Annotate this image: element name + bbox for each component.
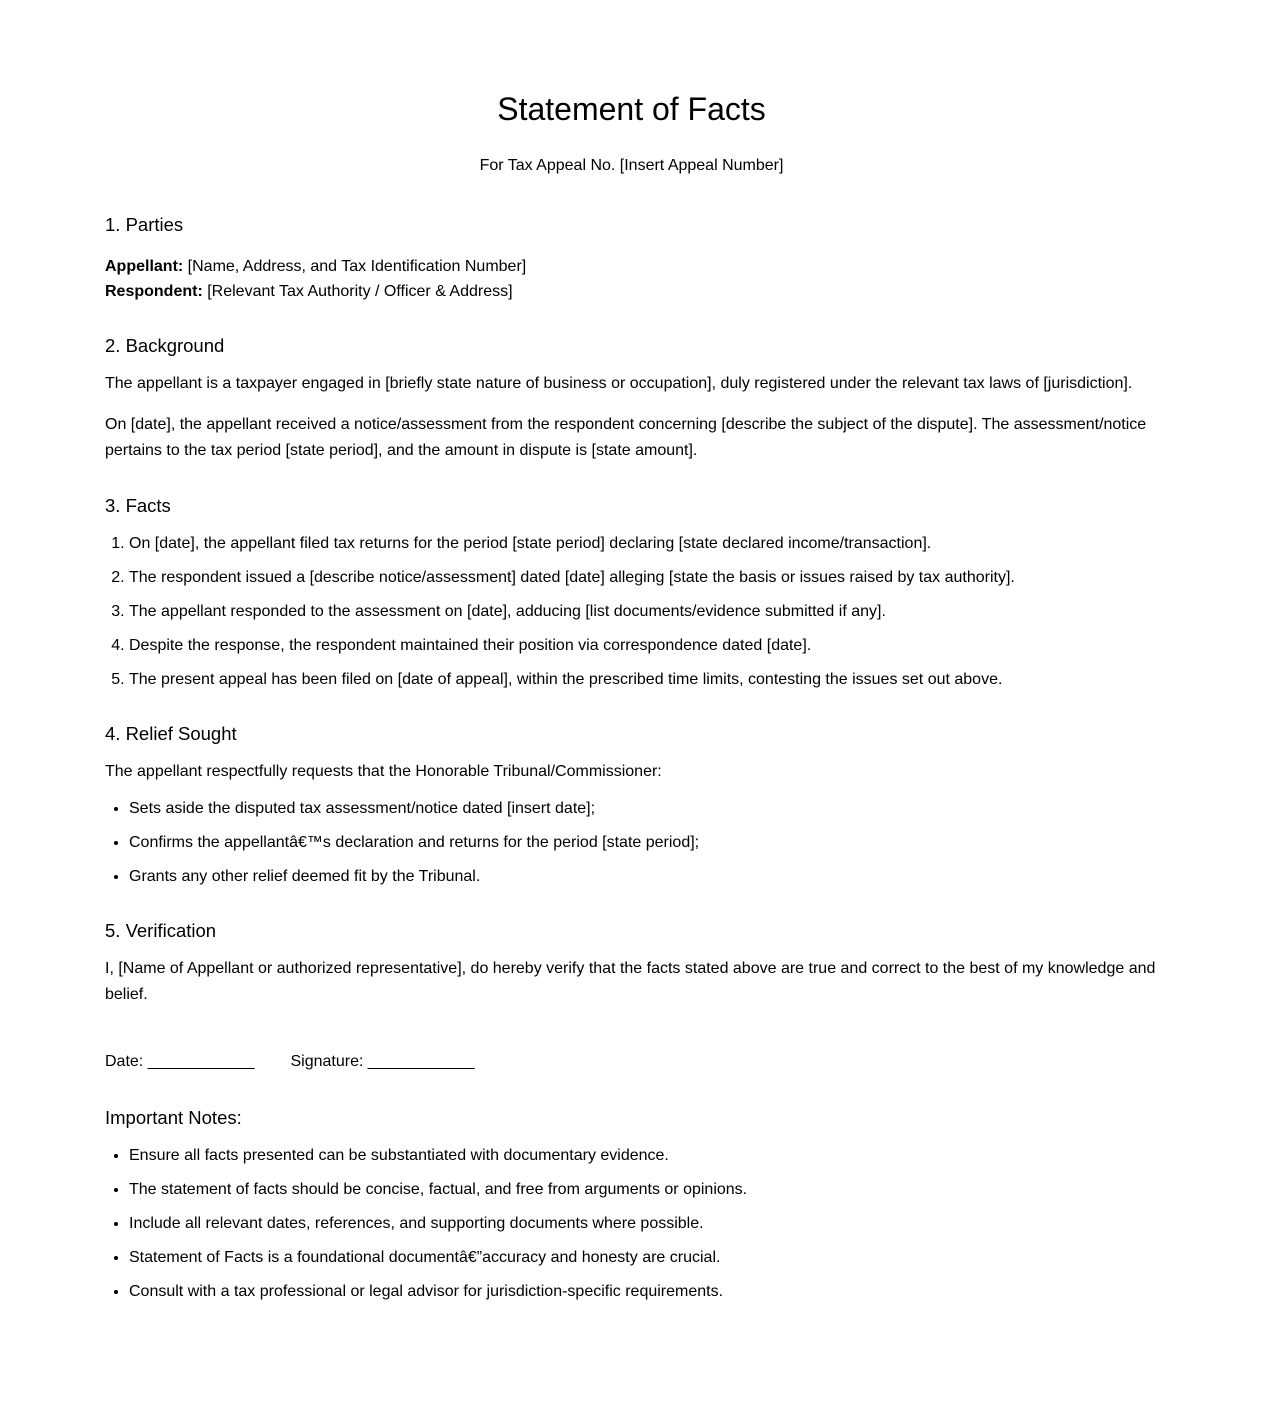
list-item: 4. Despite the response, the respondent maintained their position via correspondence dated [date]. [129, 636, 1158, 656]
background-paragraph: On [date], the appellant received a notice/assessment from the respondent concerning [describe the subject of the dispute]. The assessment/notice pertains to the tax period [state period], and the amount in dispute is [state amount]. [105, 416, 1147, 459]
list-item: • Statement of Facts is a foundational documentâ€”accuracy and honesty are crucial. [129, 1248, 1158, 1268]
section-heading: 5. Verification [105, 920, 217, 941]
section-relief [105, 723, 1158, 887]
list-item: • Sets aside the disputed tax assessment/notice dated [insert date]; [129, 799, 1158, 819]
list-item: • Consult with a tax professional or legal advisor for jurisdiction-specific requirements. [129, 1282, 1158, 1302]
respondent-label: Respondent: [105, 283, 203, 300]
section-verification [105, 920, 1158, 1072]
date-field: Date: ____________ [105, 1053, 255, 1070]
background-paragraph: The appellant is a taxpayer engaged in [briefly state nature of business or occupation], duly registered under the relevant tax laws of [jurisdiction]. [105, 375, 1133, 392]
notes-list [105, 1146, 1158, 1302]
document-title: Statement of Facts [497, 91, 766, 127]
appellant-label: Appellant: [105, 258, 184, 275]
facts-list [105, 534, 1158, 690]
section-facts [105, 495, 1158, 690]
list-item: • Confirms the appellantâ€™s declaration and returns for the period [state period]; [129, 833, 1158, 853]
relief-list [105, 799, 1158, 887]
notes-heading: Important Notes: [105, 1107, 242, 1128]
section-heading: 3. Facts [105, 495, 171, 516]
list-item: • Grants any other relief deemed fit by the Tribunal. [129, 867, 1158, 887]
list-item: 5. The present appeal has been filed on [date of appeal], within the prescribed time limits, contesting the issues set out above. [129, 670, 1158, 690]
document-subtitle: For Tax Appeal No. [Insert Appeal Number] [479, 157, 784, 174]
appellant-line [105, 254, 1158, 279]
list-item: 2. The respondent issued a [describe notice/assessment] dated [date] alleging [state the basis or issues raised by tax authority]. [129, 568, 1158, 588]
signature-field: Signature: ____________ [290, 1053, 475, 1070]
list-item: 1. On [date], the appellant filed tax returns for the period [state period] declaring [state declared income/transaction]. [129, 534, 1158, 554]
respondent-value: [Relevant Tax Authority / Officer & Address] [202, 283, 513, 300]
section-background [105, 335, 1158, 464]
respondent-line [105, 279, 1158, 304]
section-heading: 1. Parties [105, 214, 184, 235]
list-item: • Ensure all facts presented can be substantiated with documentary evidence. [129, 1146, 1158, 1166]
list-item: • Include all relevant dates, references, and supporting documents where possible. [129, 1214, 1158, 1234]
list-item: • The statement of facts should be concise, factual, and free from arguments or opinions. [129, 1180, 1158, 1200]
section-notes [105, 1107, 1158, 1302]
section-heading: 4. Relief Sought [105, 723, 237, 744]
relief-intro: The appellant respectfully requests that the Honorable Tribunal/Commissioner: [105, 763, 662, 780]
section-heading: 2. Background [105, 335, 225, 356]
appellant-value: [Name, Address, and Tax Identification Number] [183, 258, 527, 275]
section-parties [105, 214, 1158, 304]
signature-block [105, 1052, 1158, 1072]
verification-text: I, [Name of Appellant or authorized representative], do hereby verify that the facts stated above are true and correct to the best of my knowledge and belief. [105, 960, 1156, 1003]
list-item: 3. The appellant responded to the assessment on [date], adducing [list documents/evidence submitted if any]. [129, 602, 1158, 622]
